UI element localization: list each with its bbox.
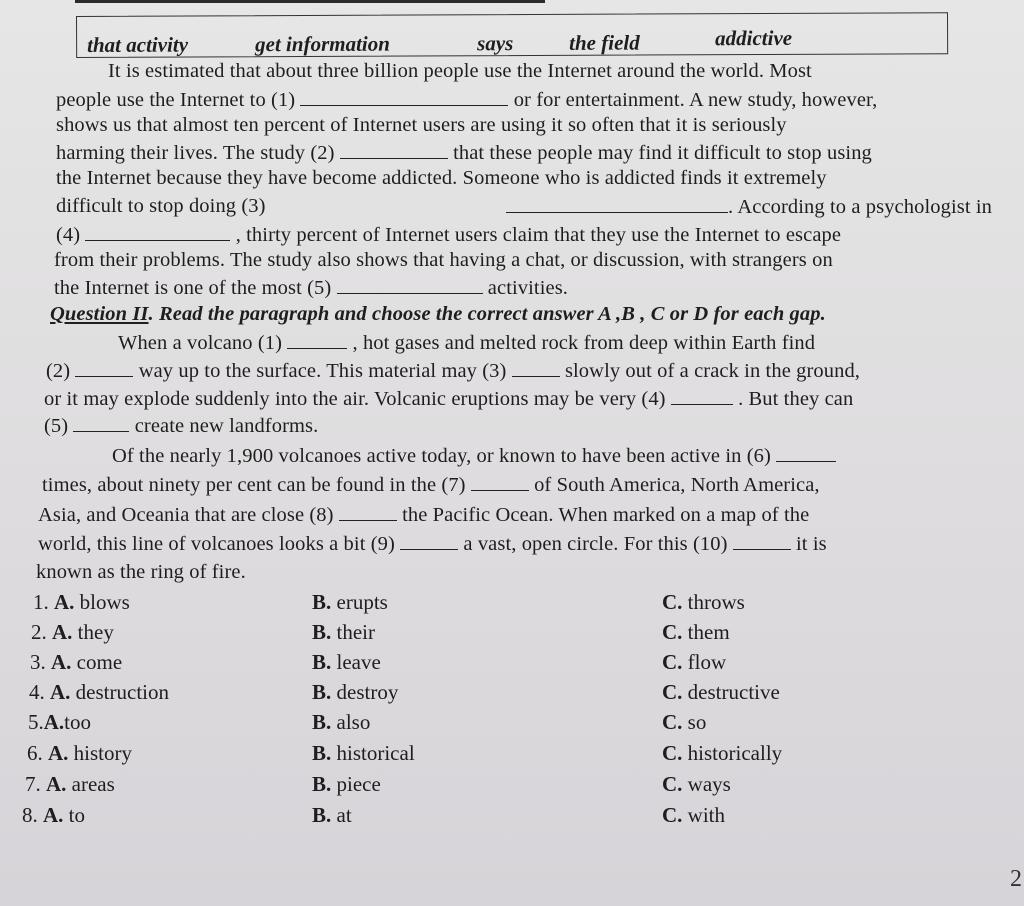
passage2-line: world, this line of volcanoes looks a bit (9) a vast, open circle. For this (10) it is xyxy=(38,533,827,555)
option-b[interactable]: at xyxy=(336,803,352,827)
question-heading: Question II. Read the paragraph and choose the correct answer A ,B , C or D for each gap. xyxy=(50,303,826,325)
option-number: 3. A. come xyxy=(30,650,123,674)
option-b[interactable]: their xyxy=(336,620,375,644)
option-a[interactable]: they xyxy=(77,620,114,644)
passage2-line: When a volcano (1) , hot gases and melted rock from deep within Earth find xyxy=(118,332,816,354)
option-b-row: B. at xyxy=(312,803,352,827)
word-box-item: get information xyxy=(255,31,390,57)
option-number: 7. A. areas xyxy=(25,772,115,796)
passage2-line: (5) create new landforms. xyxy=(44,415,319,437)
option-b-row: B. destroy xyxy=(312,680,399,704)
option-a[interactable]: destruction xyxy=(75,680,169,704)
blank-q7[interactable] xyxy=(471,473,529,491)
option-b[interactable]: destroy xyxy=(336,680,399,704)
option-c-row: C. flow xyxy=(662,650,727,674)
passage1-line: difficult to stop doing (3) . According to a psychologist in xyxy=(56,195,992,218)
page-number: 2 xyxy=(1010,866,1022,892)
passage1-line: It is estimated that about three billion people use the Internet around the world. Most xyxy=(108,60,812,82)
passage1-line: (4) , thirty percent of Internet users claim that they use the Internet to escape xyxy=(56,224,842,246)
blank-2[interactable] xyxy=(340,141,448,159)
option-c-row: C. throws xyxy=(662,590,745,614)
option-number: 1. A. blows xyxy=(33,590,130,614)
passage2-line: (2) way up to the surface. This material may (3) slowly out of a crack in the ground, xyxy=(46,360,861,382)
blank-q5[interactable] xyxy=(73,414,129,432)
option-b-row: B. leave xyxy=(312,650,381,674)
option-a[interactable]: history xyxy=(73,741,133,765)
option-number: 5.A.too xyxy=(28,710,92,734)
option-b[interactable]: also xyxy=(336,710,371,734)
option-c[interactable]: with xyxy=(687,803,726,827)
option-b[interactable]: leave xyxy=(336,650,381,674)
option-number: 6. A. history xyxy=(27,741,133,765)
option-c[interactable]: throws xyxy=(687,590,745,614)
option-b-row: B. erupts xyxy=(312,590,388,614)
passage1-line: shows us that almost ten percent of Internet users are using it so often that it is seriously xyxy=(56,114,787,136)
passage1-line: harming their lives. The study (2) that these people may find it difficult to stop using xyxy=(56,142,872,164)
top-rule xyxy=(75,0,545,3)
passage2-line: or it may explode suddenly into the air. Volcanic eruptions may be very (4) . But they can xyxy=(44,388,854,410)
option-b[interactable]: historical xyxy=(336,741,415,765)
option-a[interactable]: too xyxy=(64,710,92,734)
blank-q2[interactable] xyxy=(75,359,133,377)
passage2-line: times, about ninety per cent can be found in the (7) of South America, North America, xyxy=(42,474,820,496)
option-c-row: C. them xyxy=(662,620,730,644)
option-c[interactable]: historically xyxy=(687,741,783,765)
blank-q1[interactable] xyxy=(287,331,347,349)
option-a[interactable]: to xyxy=(68,803,86,827)
passage1-line: the Internet is one of the most (5) activities. xyxy=(54,277,569,299)
option-c[interactable]: them xyxy=(687,620,730,644)
option-c-row: C. ways xyxy=(662,772,731,796)
blank-q9[interactable] xyxy=(400,532,458,550)
option-b[interactable]: piece xyxy=(336,772,381,796)
word-box-item: the field xyxy=(569,30,640,55)
option-number: 8. A. to xyxy=(22,803,86,827)
option-c-row: C. destructive xyxy=(662,680,780,704)
option-c[interactable]: flow xyxy=(687,650,727,674)
blank-3[interactable] xyxy=(506,195,728,213)
option-a[interactable]: areas xyxy=(71,772,115,796)
blank-q3[interactable] xyxy=(512,359,560,377)
blank-1[interactable] xyxy=(300,88,508,106)
option-b-row: B. their xyxy=(312,620,375,644)
word-box xyxy=(76,12,948,58)
word-box-item: says xyxy=(477,31,514,56)
passage1-line: from their problems. The study also shows that having a chat, or discussion, with strangers on xyxy=(54,249,833,271)
blank-q10[interactable] xyxy=(733,532,791,550)
option-c-row: C. historically xyxy=(662,741,783,765)
option-c[interactable]: ways xyxy=(687,772,731,796)
option-b[interactable]: erupts xyxy=(336,590,388,614)
passage2-line: Asia, and Oceania that are close (8) the Pacific Ocean. When marked on a map of the xyxy=(38,504,810,526)
blank-q4[interactable] xyxy=(671,387,733,405)
option-b-row: B. historical xyxy=(312,741,415,765)
option-c-row: C. with xyxy=(662,803,726,827)
passage1-line: people use the Internet to (1) or for entertainment. A new study, however, xyxy=(56,89,878,111)
option-b-row: B. piece xyxy=(312,772,381,796)
passage2-line: known as the ring of fire. xyxy=(36,561,246,583)
blank-q6[interactable] xyxy=(776,444,836,462)
option-a[interactable]: blows xyxy=(79,590,130,614)
blank-q8[interactable] xyxy=(339,503,397,521)
option-b-row: B. also xyxy=(312,710,371,734)
option-c[interactable]: so xyxy=(687,710,707,734)
blank-4[interactable] xyxy=(85,223,230,241)
option-a[interactable]: come xyxy=(76,650,123,674)
blank-5[interactable] xyxy=(337,276,483,294)
option-number: 2. A. they xyxy=(31,620,114,644)
option-number: 4. A. destruction xyxy=(29,680,169,704)
word-box-item: addictive xyxy=(715,25,793,51)
word-box-item: that activity xyxy=(87,32,189,57)
option-c-row: C. so xyxy=(662,710,707,734)
passage2-line: Of the nearly 1,900 volcanoes active today, or known to have been active in (6) xyxy=(112,444,836,468)
passage1-line: the Internet because they have become addicted. Someone who is addicted finds it extremely xyxy=(56,167,827,189)
option-c[interactable]: destructive xyxy=(687,680,780,704)
